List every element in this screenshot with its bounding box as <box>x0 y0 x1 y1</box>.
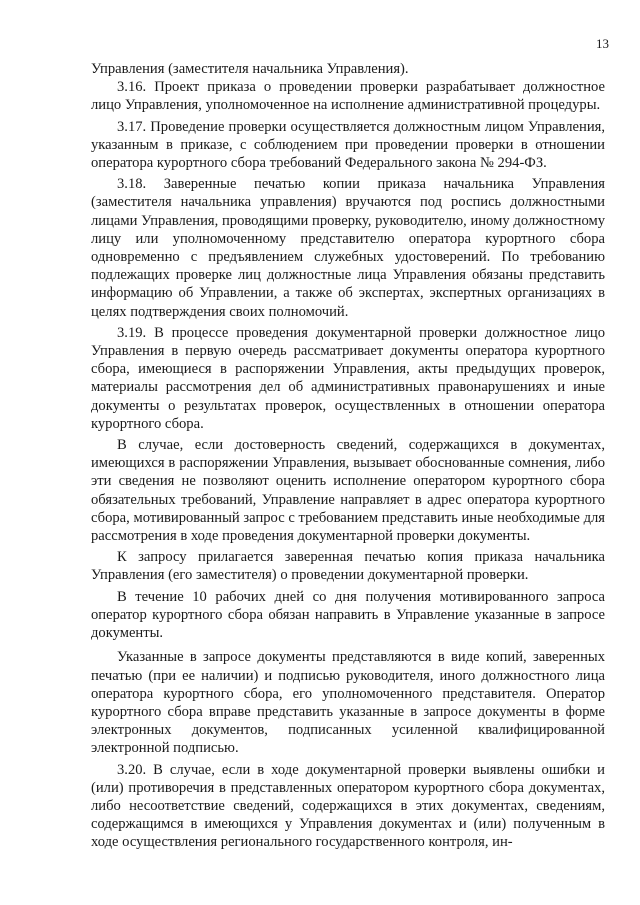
paragraph-3-19: 3.19. В процессе проведения документарной проверки должностное лицо Управления в первую очередь рассматривает документы оператора курортного сбора, имеющиеся в распоряжении Управления, акты предыдущих проверок, материалы рассмотрения дел об административных правонарушениях и иные документы о результатах проверок, осуществленных в отношении оператора курортного сбора. <box>91 324 605 432</box>
paragraph-3-20: 3.20. В случае, если в ходе документарной проверки выявлены ошибки и (или) противоречия в представленных оператором курортного сбора документах, либо несоответствие сведений, содержащихся в этих документах, сведениям, содержащимся в имеющихся у Управления документах и (или) полученным в ходе осуществления регионального государственного контроля, ин- <box>91 761 605 851</box>
paragraph-3-17: 3.17. Проведение проверки осуществляется должностным лицом Управления, указанным в приказе, с соблюдением при проведении проверки в отношении оператора курортного сбора требований Федерального закона № 294-ФЗ. <box>91 118 605 172</box>
paragraph-doubt-case: В случае, если достоверность сведений, содержащихся в документах, имеющихся в распоряжении Управления, вызывает обоснованные сомнения, либо эти сведения не позволяют оценить исполнение оператором курортного сбора обязательных требований, Управление направляет в адрес оператора курортного сбора, мотивированный запрос с требованием представить иные необходимые для рассмотрения в ходе проведения документарной проверки документы. <box>91 437 605 545</box>
document-body <box>91 60 605 852</box>
page-number: 13 <box>596 36 609 51</box>
paragraph-3-18: 3.18. Заверенные печатью копии приказа начальника Управления (заместителя начальника управления) вручаются под роспись должностными лицами Управления, проводящими проверку, руководителю, иному должностному лицу или уполномоченному представителю оператора курортного сбора одновременно с предъявлением служебных удостоверений. По требованию подлежащих проверке лиц должностные лица Управления обязаны представить информацию об Управлении, а также об экспертах, экспертных организациях в целях подтверждения своих полномочий. <box>91 176 605 320</box>
paragraph-document-form: Указанные в запросе документы представляются в виде копий, заверенных печатью (при ее наличии) и подписью руководителя, иного должностного лица оператора курортного сбора, его уполномоченного представителя. Оператор курортного сбора вправе представить указанные в запросе документы в форме электронных документов, подписанных усиленной квалифицированной электронной подписью. <box>91 649 605 757</box>
paragraph-continuation: Управления (заместителя начальника Управления). <box>91 61 409 77</box>
paragraph-response-deadline: В течение 10 рабочих дней со дня получения мотивированного запроса оператор курортного сбора обязан направить в Управление указанные в запросе документы. <box>91 588 605 642</box>
paragraph-request-attachment: К запросу прилагается заверенная печатью копия приказа начальника Управления (его заместителя) о проведении документарной проверки. <box>91 549 605 584</box>
paragraph-3-16: 3.16. Проект приказа о проведении проверки разрабатывает должностное лицо Управления, уполномоченное на исполнение административной процедуры. <box>91 79 605 114</box>
